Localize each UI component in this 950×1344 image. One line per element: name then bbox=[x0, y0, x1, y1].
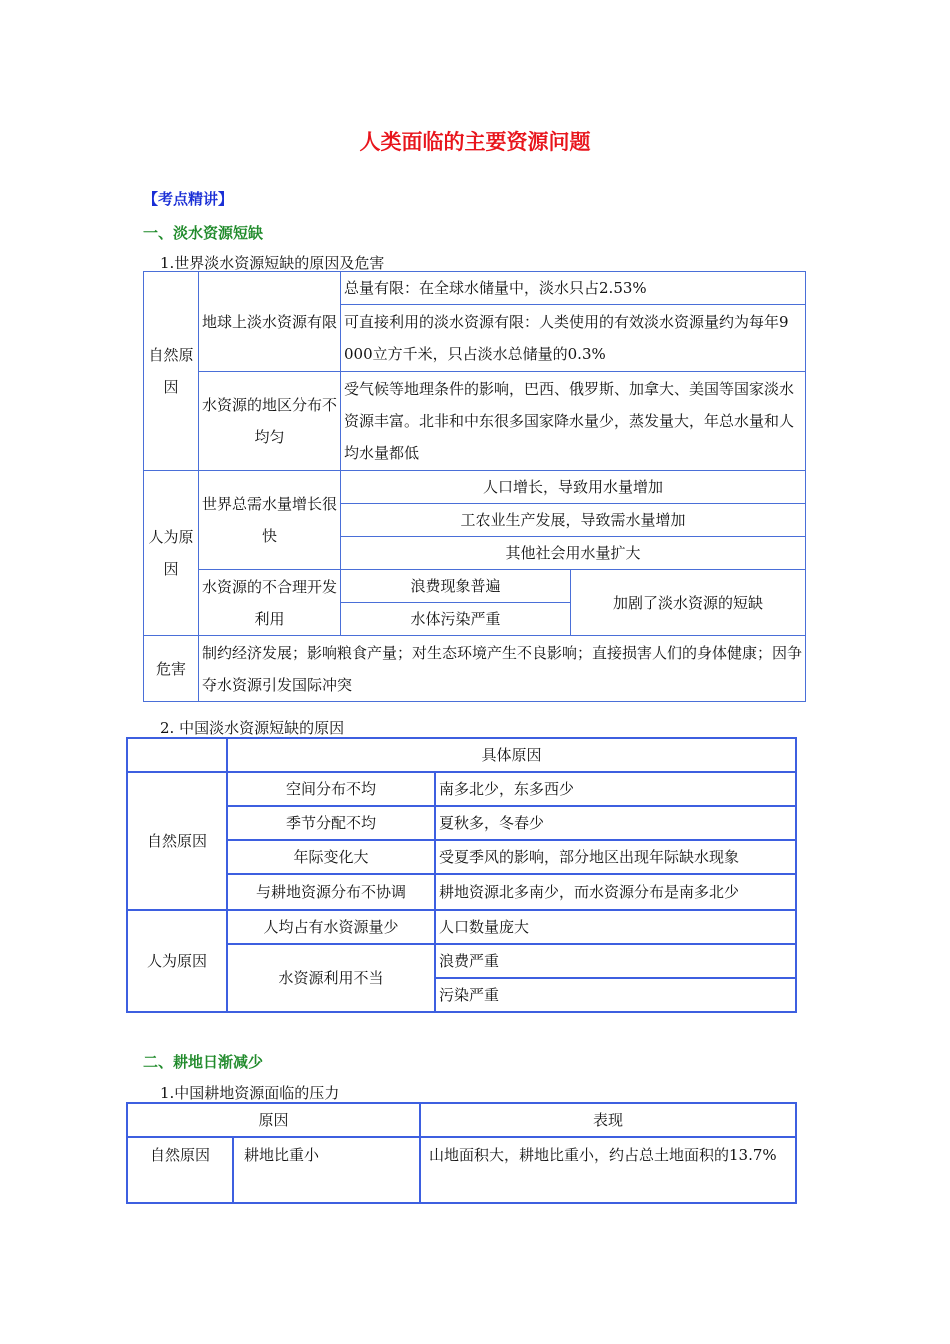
usable-limited-cell: 可直接利用的淡水资源有限：人类使用的有效淡水资源量约为每年9 000立方千米，只占淡水总储量的0.3% bbox=[341, 305, 806, 372]
nat-key: 空间分布不均 bbox=[227, 772, 435, 806]
misuse-result-cell: 加剧了淡水资源的短缺 bbox=[571, 570, 806, 636]
demand-item-1: 人口增长，导致用水量增加 bbox=[341, 471, 806, 504]
uneven-desc-cell: 受气候等地理条件的影响，巴西、俄罗斯、加拿大、美国等国家淡水资源丰富。北非和中东很多国家降水量少，蒸发量大，年总水量和人均水量都低 bbox=[341, 372, 806, 471]
demand-item-2: 工农业生产发展，导致需水量增加 bbox=[341, 504, 806, 537]
china-shortage-table bbox=[126, 737, 797, 1013]
misuse-cell: 水资源的不合理开发利用 bbox=[199, 570, 341, 636]
demand-item-3: 其他社会用水量扩大 bbox=[341, 537, 806, 570]
natural-cause-cell: 自然原因 bbox=[127, 1137, 233, 1203]
nat-key: 年际变化大 bbox=[227, 840, 435, 874]
human-cause-cell: 人为原因 bbox=[144, 471, 199, 636]
pollution-cell: 污染严重 bbox=[435, 978, 796, 1012]
harm-cell: 危害 bbox=[144, 636, 199, 702]
nat-value: 南多北少，东多西少 bbox=[435, 772, 796, 806]
nat-value: 夏秋多，冬春少 bbox=[435, 806, 796, 840]
header-empty bbox=[127, 738, 227, 772]
nat-key: 与耕地资源分布不协调 bbox=[227, 874, 435, 910]
misuse-item-1: 浪费现象普遍 bbox=[341, 570, 571, 603]
subheading-china-shortage: 2. 中国淡水资源短缺的原因 bbox=[160, 719, 345, 737]
fresh-limited-cell: 地球上淡水资源有限 bbox=[199, 272, 341, 372]
page-title: 人类面临的主要资源问题 bbox=[359, 130, 591, 154]
human-cause-cell: 人为原因 bbox=[127, 910, 227, 1012]
farmland-ratio-cell: 耕地比重小 bbox=[233, 1137, 420, 1203]
heading-farmland: 二、耕地日渐减少 bbox=[143, 1053, 264, 1071]
harm-desc-cell: 制约经济发展；影响粮食产量；对生态环境产生不良影响；直接损害人们的身体健康；因争夺水资源引发国际冲突 bbox=[199, 636, 806, 702]
section-label: 【考点精讲】 bbox=[143, 190, 234, 208]
heading-freshwater: 一、淡水资源短缺 bbox=[143, 224, 264, 242]
header-specific-reason: 具体原因 bbox=[227, 738, 796, 772]
natural-cause-cell: 自然原因 bbox=[127, 772, 227, 910]
total-limited-cell: 总量有限：在全球水储量中，淡水只占2.53% bbox=[341, 272, 806, 305]
header-manifestation: 表现 bbox=[420, 1103, 796, 1137]
per-capita-value: 人口数量庞大 bbox=[435, 910, 796, 944]
waste-cell: 浪费严重 bbox=[435, 944, 796, 978]
farmland-desc-cell: 山地面积大，耕地比重小，约占总土地面积的13.7% bbox=[420, 1137, 796, 1203]
uneven-cell: 水资源的地区分布不均匀 bbox=[199, 372, 341, 471]
world-shortage-table bbox=[143, 271, 806, 702]
per-capita-cell: 人均占有水资源量少 bbox=[227, 910, 435, 944]
natural-cause-cell: 自然原因 bbox=[144, 272, 199, 471]
subheading-farmland-pressure: 1.中国耕地资源面临的压力 bbox=[160, 1084, 340, 1102]
demand-cell: 世界总需水量增长很快 bbox=[199, 471, 341, 570]
header-reason: 原因 bbox=[127, 1103, 420, 1137]
farmland-table bbox=[126, 1102, 797, 1204]
subheading-world-shortage: 1.世界淡水资源短缺的原因及危害 bbox=[160, 254, 385, 272]
nat-value: 受夏季风的影响，部分地区出现年际缺水现象 bbox=[435, 840, 796, 874]
nat-value: 耕地资源北多南少，而水资源分布是南多北少 bbox=[435, 874, 796, 910]
nat-key: 季节分配不均 bbox=[227, 806, 435, 840]
misuse-cell: 水资源利用不当 bbox=[227, 944, 435, 1012]
misuse-item-2: 水体污染严重 bbox=[341, 603, 571, 636]
